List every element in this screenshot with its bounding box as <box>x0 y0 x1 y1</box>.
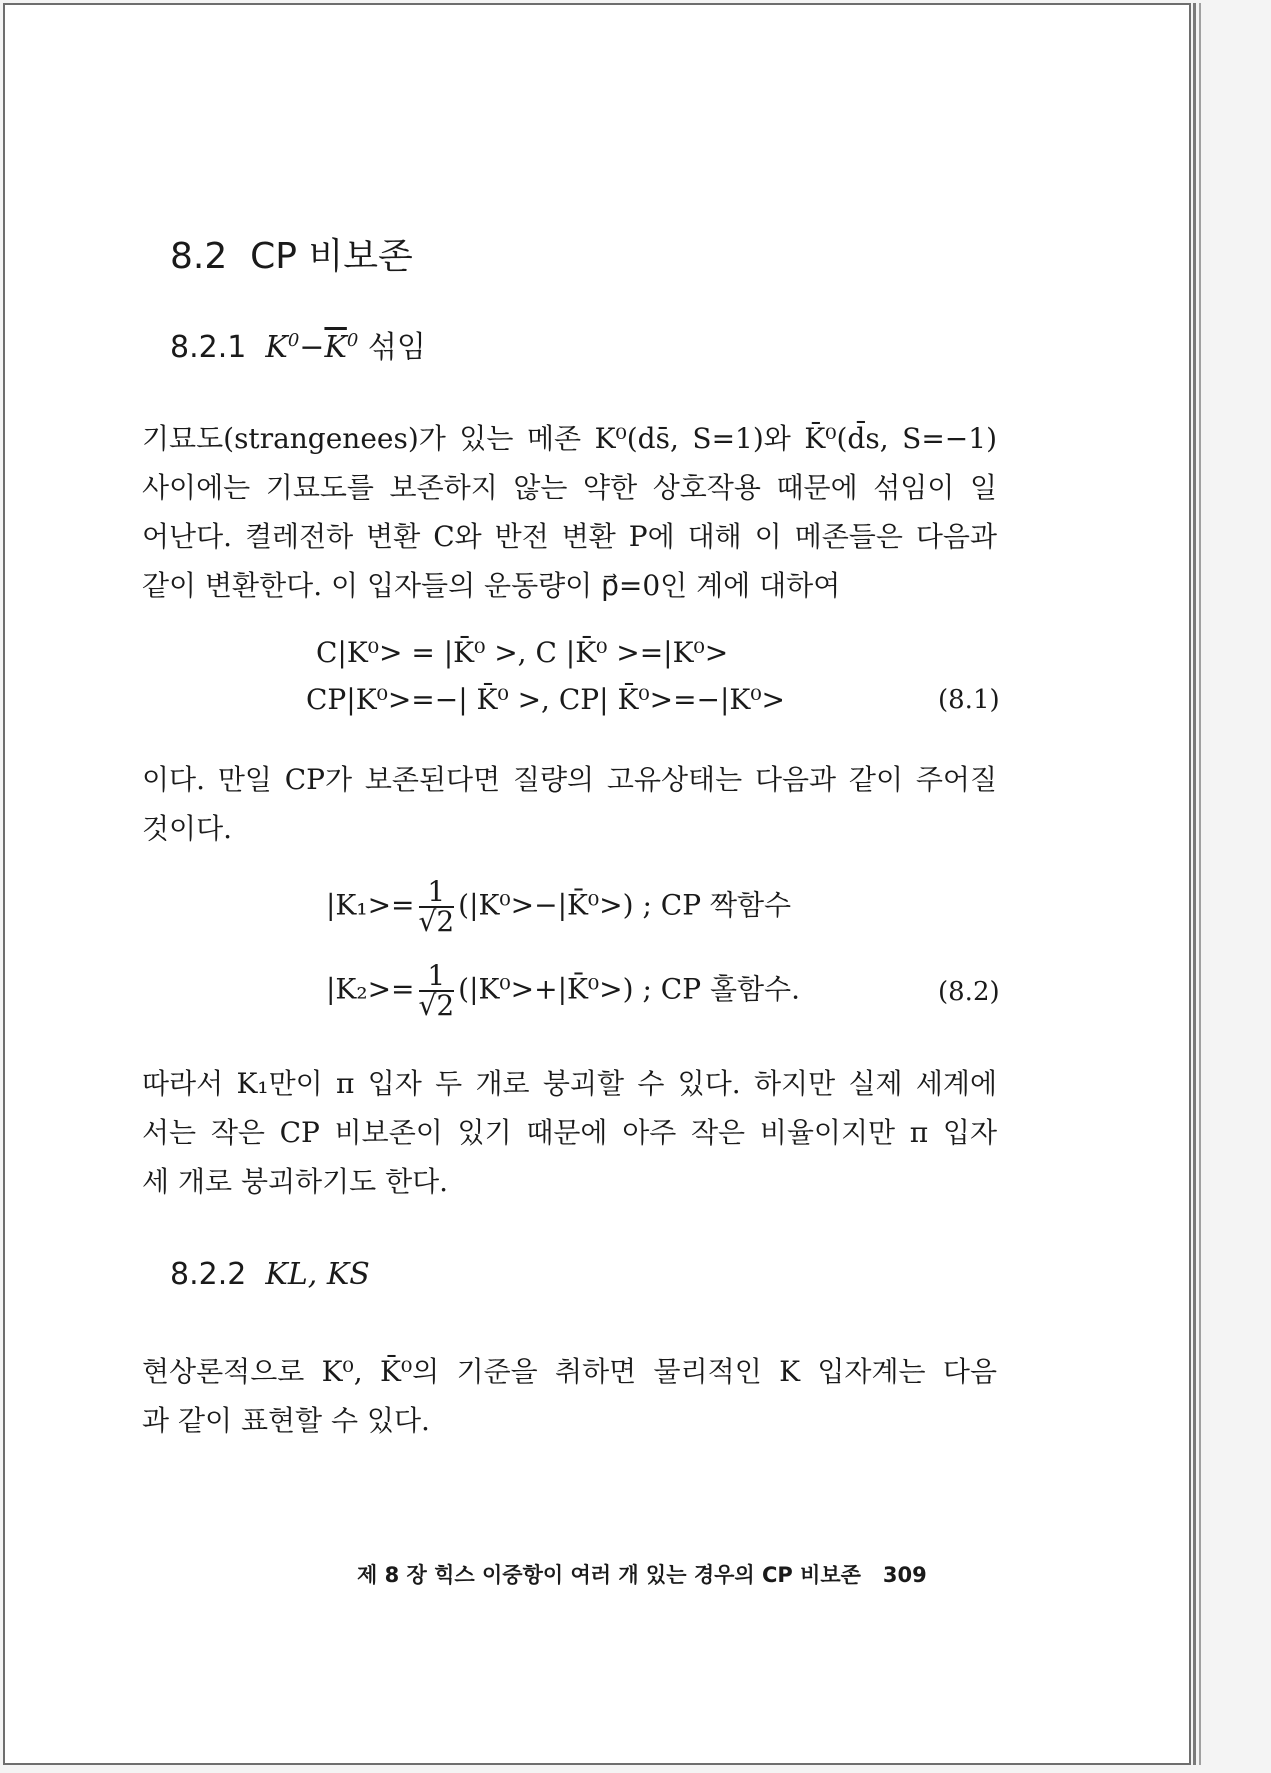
subsection-math: $K^0-\overline{K}^0$ <box>265 330 359 365</box>
paragraph-2 <box>142 755 997 853</box>
paragraph-line: 따라서 K₁만이 π 입자 두 개로 붕괴할 수 있다. 하지만 실제 세계에 <box>142 1067 997 1100</box>
subsection-number: 8.2.1 <box>170 330 247 365</box>
fraction-denominator: √2 <box>418 989 455 1022</box>
section-title: CP 비보존 <box>250 236 413 277</box>
paragraph-line: 사이에는 기묘도를 보존하지 않는 약한 상호작용 때문에 섞임이 일 <box>142 471 997 504</box>
page-edge <box>1193 3 1196 1765</box>
paragraph-line: 것이다. <box>142 812 233 845</box>
paragraph-line: 세 개로 붕괴하기도 한다. <box>142 1165 449 1198</box>
paragraph-line: 현상론적으로 K⁰, K̄⁰의 기준을 취하면 물리적인 K 입자계는 다음 <box>142 1355 997 1388</box>
subsection-title-tail: 섞임 <box>367 330 426 365</box>
fraction <box>418 875 455 938</box>
equation-k2 <box>326 959 800 1022</box>
equation-lhs: |K₁>= <box>326 888 415 922</box>
equation-lhs: |K₂>= <box>326 972 415 1006</box>
footer-chapter: 제 8 장 힉스 이중항이 여러 개 있는 경우의 CP 비보존 <box>357 1563 861 1587</box>
subsection-heading-2 <box>170 1257 370 1292</box>
paragraph-line: 어난다. 켤레전하 변환 C와 반전 변환 P에 대해 이 메존들은 다음과 <box>142 520 997 553</box>
running-footer <box>357 1559 927 1589</box>
equation-k1 <box>326 875 792 938</box>
fraction-denominator: √2 <box>418 905 455 938</box>
fraction <box>418 959 455 1022</box>
subsection-title: KL, KS <box>265 1257 370 1292</box>
paragraph-line: 과 같이 표현할 수 있다. <box>142 1404 430 1437</box>
paragraph-line: 같이 변환한다. 이 입자들의 운동량이 p⃗=0인 계에 대하여 <box>142 569 841 602</box>
paragraph-1 <box>142 414 997 610</box>
section-heading <box>170 228 413 279</box>
equation-number: (8.2) <box>938 977 1000 1007</box>
section-number: 8.2 <box>170 236 228 277</box>
paragraph-4 <box>142 1347 997 1445</box>
page-edge-shadow <box>1199 3 1201 1765</box>
equation-rhs: (|K⁰>−|K̄⁰>) ; CP 짝함수 <box>458 888 792 922</box>
paragraph-3 <box>142 1059 997 1206</box>
subsection-number: 8.2.2 <box>170 1257 247 1292</box>
page-number: 309 <box>882 1563 927 1587</box>
fraction-numerator: 1 <box>419 962 455 992</box>
equation-number: (8.1) <box>938 685 1000 715</box>
fraction-numerator: 1 <box>419 878 455 908</box>
equation-8-1-line-1: C|K⁰> = |K̄⁰ >, C |K̄⁰ >=|K⁰> <box>316 636 729 669</box>
subsection-heading-1 <box>170 322 426 366</box>
paragraph-line: 이다. 만일 CP가 보존된다면 질량의 고유상태는 다음과 같이 주어질 <box>142 763 997 796</box>
equation-rhs: (|K⁰>+|K̄⁰>) ; CP 홀함수. <box>458 972 800 1006</box>
paragraph-line: 서는 작은 CP 비보존이 있기 때문에 아주 작은 비율이지만 π 입자 <box>142 1116 997 1149</box>
paragraph-line: 기묘도(strangenees)가 있는 메존 K⁰(ds̄, S=1)와 K̄⁰(d̄s, S=−1) <box>142 422 997 455</box>
equation-8-1-line-2: CP|K⁰>=−| K̄⁰ >, CP| K̄⁰>=−|K⁰> <box>306 683 786 716</box>
